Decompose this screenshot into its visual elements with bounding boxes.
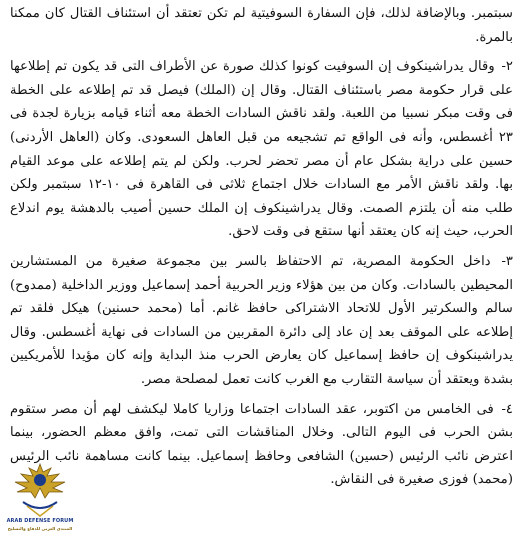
- item-3-paragraph: [10, 250, 513, 392]
- item-number: ٢-: [501, 59, 513, 75]
- watermark-caption: ARAB DEFENSE FORUM: [6, 518, 74, 524]
- item-number: ٤-: [501, 401, 513, 417]
- item-2-paragraph: [10, 55, 513, 244]
- item-4-paragraph: [10, 398, 513, 492]
- item-text: فى الخامس من اكتوبر، عقد السادات اجتماعا وزاريا كاملا ليكشف لهم أن مصر ستقوم بشن الحرب فى اليوم التالى. وخلال المناقشات التى تمت، وافق معظم الحضور، بينما اعترض نائب الرئيس (حسين) الشافعى وحافظ إسماعيل. بينما كانت مساهمة نائب الرئيس (محمد) فوزى صغيرة فى النقاش.: [10, 401, 513, 488]
- item-number: ٣-: [501, 253, 513, 269]
- item-text: وقال يدراشينكوف إن السوفيت كونوا كذلك صورة عن الأطراف التى قد يكون تم إطلاعها على قرار حكومة مصر باستئناف القتال. وقال إن (الملك) فيصل قد تم إطلاعه على الخطة فى وقت مبكر نسبيا من اللعبة. ولقد ناقش السادات الخطة معه أثناء قيامه بزيارة لجدة فى ٢٣ أغسطس، وأنه فى الواقع تم تشجيعه من قبل العاهل السعودى. وكان (العاهل الأردنى) حسين على دراية بشكل عام أن مصر تحضر لحرب. ولكن لم يتم إطلاعه على موعد القيام بها. ولقد ناقش الأمر مع السادات خلال اجتماع ثلاثى فى القاهرة فى ١٠-١٢ سبتمبر ولكن طلب منه أن يلتزم الصمت. وقال يدراشينكوف إن الملك حسين أصيب بالدهشة يوم اندلاع الحرب، حيث إنه كان يعتقد أنها ستقع فى وقت لاحق.: [10, 59, 513, 240]
- item-text: داخل الحكومة المصرية، تم الاحتفاظ بالسر بين مجموعة صغيرة من المستشارين المحيطين بالسادات. وكان من بين هؤلاء وزير الحربية أحمد إسماعيل ووزير الداخلية (ممدوح) سالم والسكرتير الأول للاتحاد الاشتراكى حافظ غانم. أما (محمد حسنين) هيكل فلقد تم إطلاعه على الموقف بعد إن عاد إلى دائرة المقربين من السادات فى نهاية أغسطس. وقال يدراشينكوف إن حافظ إسماعيل كان يعارض الحرب منذ البداية وإنه كان مؤيدا للأمريكيين بشدة ويعتقد أن سياسة التقارب مع الغرب كانت تعمل لمصلحة مصر.: [10, 253, 513, 387]
- watermark-caption-arabic: المنتدى العربي للدفاع والتسليح: [7, 526, 73, 531]
- eagle-emblem-icon: [3, 458, 77, 520]
- watermark-logo: [3, 458, 77, 546]
- intro-paragraph: سبتمبر. وبالإضافة لذلك، فإن السفارة السوفيتية لم تكن تعتقد أن استئناف القتال كان ممكنا بالمرة.: [10, 6, 513, 45]
